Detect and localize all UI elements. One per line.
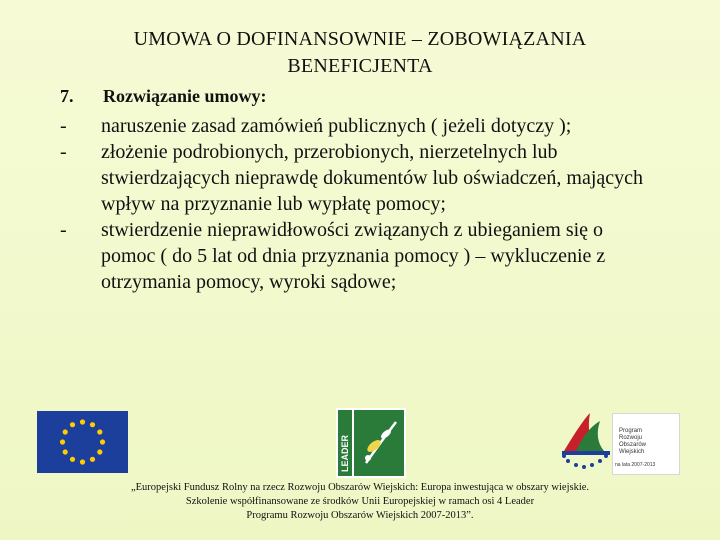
page-title bbox=[0, 26, 720, 80]
footer-note bbox=[0, 481, 720, 523]
bullet-text: stwierdzenie nieprawidłowości związanych z ubieganiem się o pomoc ( do 5 lat od dnia przyznania pomocy ) – wykluczenie z otrzymania pomocy, wyroki sądowe; bbox=[101, 219, 606, 293]
title-line-2: BENEFICJENTA bbox=[287, 55, 433, 77]
leader-logo bbox=[336, 408, 406, 478]
title-line-1: UMOWA O DOFINANSOWNIE – ZOBOWIĄZANIA bbox=[133, 28, 587, 50]
footer-line-2: Szkolenie współfinansowane ze środków Unii Europejskiej w ramach osi 4 Leader bbox=[185, 496, 535, 507]
list-item bbox=[60, 217, 700, 295]
section-heading: Rozwiązanie umowy: bbox=[103, 86, 267, 106]
prow-line: Obszarów bbox=[619, 442, 647, 448]
bullet-dash: - bbox=[60, 141, 67, 163]
prow-label bbox=[619, 428, 646, 456]
leader-text: LEADER bbox=[340, 434, 350, 472]
footer-line-3: Programu Rozwoju Obszarów Wiejskich 2007-2013”. bbox=[246, 510, 474, 521]
prow-textbox bbox=[612, 413, 680, 475]
bullet-text: naruszenie zasad zamówień publicznych ( jeżeli dotyczy ); bbox=[101, 115, 572, 137]
prow-line: Wiejskich bbox=[619, 449, 645, 455]
eu-flag-icon bbox=[37, 411, 128, 473]
section-number: 7. bbox=[60, 86, 74, 106]
footer-line-1: „Europejski Fundusz Rolny na rzecz Rozwoju Obszarów Wiejskich: Europa inwestująca w obszary wiejskie. bbox=[130, 482, 590, 493]
bullet-text: złożenie podrobionych, przerobionych, nierzetelnych lub stwierdzających nieprawdę dokumentów lub oświadczeń, mających wpływ na przyznanie lub wypłatę pomocy; bbox=[101, 141, 644, 215]
prow-line: Program bbox=[619, 428, 643, 434]
list-item bbox=[60, 139, 700, 217]
prow-years: na lata 2007-2013 bbox=[615, 462, 656, 468]
bullet-dash: - bbox=[60, 115, 67, 137]
prow-logo bbox=[560, 411, 680, 473]
prow-emblem-icon bbox=[560, 411, 614, 473]
list-item bbox=[60, 113, 700, 139]
bullet-list bbox=[60, 113, 700, 295]
bullet-dash: - bbox=[60, 219, 67, 241]
logo-strip bbox=[0, 405, 720, 475]
prow-line: Rozwoju bbox=[619, 435, 643, 441]
